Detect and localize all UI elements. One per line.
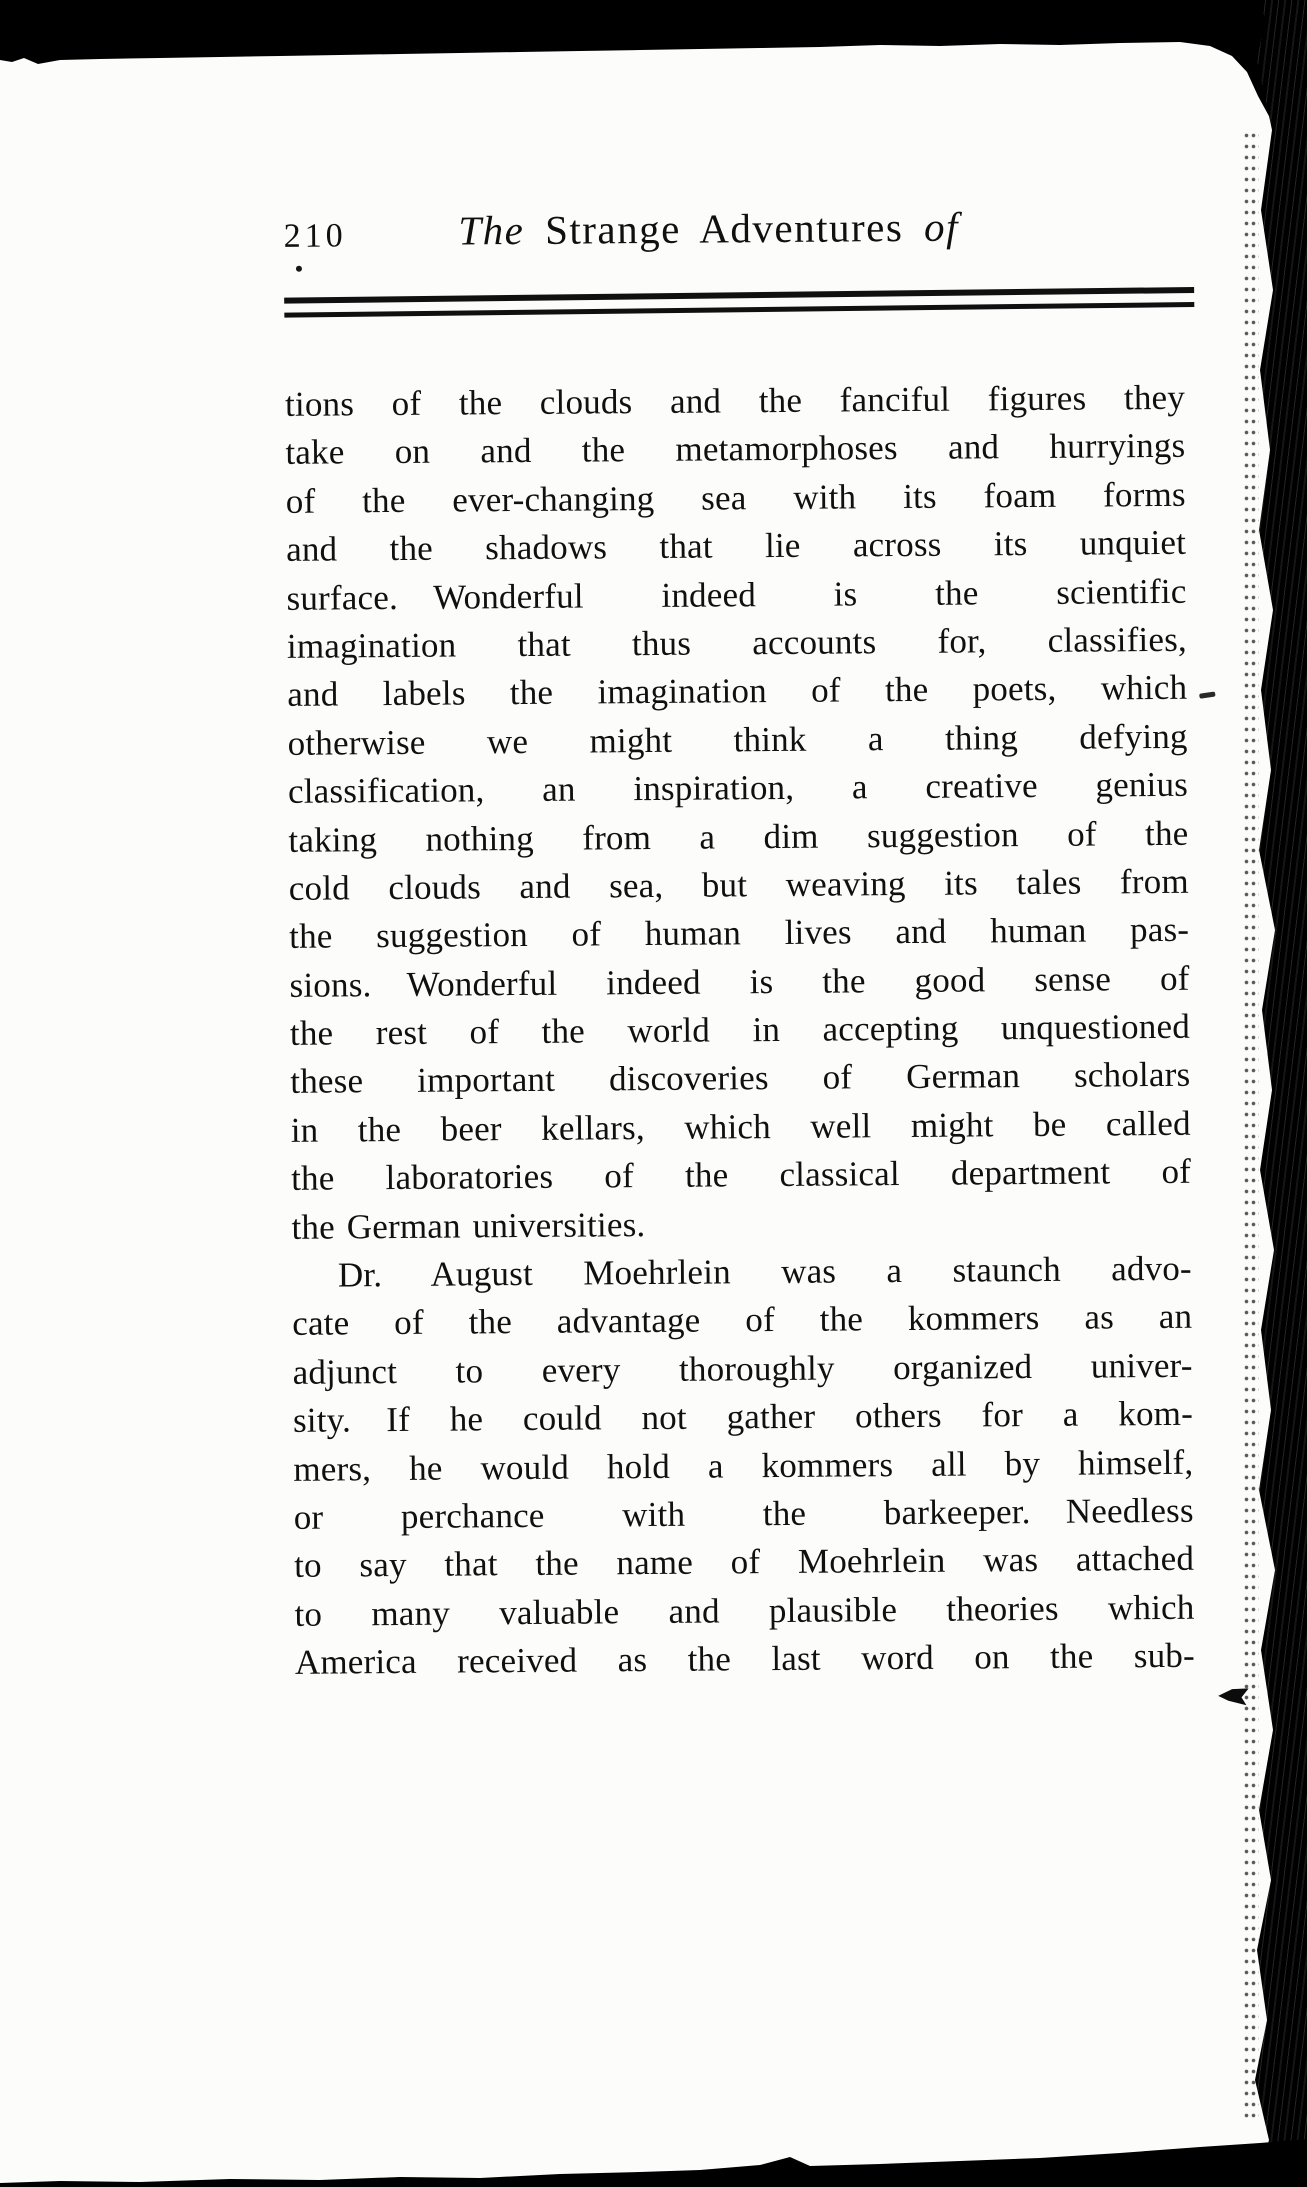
text-line: cate of the advantage of the kommers as an bbox=[292, 1297, 1193, 1344]
text-line: and labels the imagination of the poets, which bbox=[287, 668, 1188, 715]
text-line: or perchance with the barkeeper. Needless bbox=[293, 1490, 1194, 1537]
text-line: classification, an inspiration, a creative genius bbox=[287, 764, 1189, 811]
text-line: take on and the metamorphoses and hurryings bbox=[285, 426, 1186, 473]
text-line: surface. Wonderful indeed is the scientific bbox=[286, 571, 1187, 618]
text-line: adjunct to every thoroughly organized univer- bbox=[292, 1345, 1193, 1392]
text-line: the rest of the world in accepting unquestioned bbox=[289, 1006, 1191, 1053]
text-line: in the beer kellars, which well might be called bbox=[290, 1103, 1191, 1150]
arrow-mark bbox=[1218, 1687, 1249, 1706]
text-line: tions of the clouds and the fanciful figures they bbox=[284, 377, 1186, 424]
text-line: the laboratories of the classical department of bbox=[290, 1152, 1192, 1199]
body-text bbox=[285, 374, 1195, 1688]
text-line: these important discoveries of German scholars bbox=[290, 1055, 1191, 1102]
text-line: cold clouds and sea, but weaving its tales from bbox=[288, 861, 1189, 908]
text-line: the suggestion of human lives and human pas- bbox=[289, 910, 1190, 957]
page-number: 210 bbox=[283, 217, 347, 255]
double-rule bbox=[284, 287, 1194, 318]
text-line: and the shadows that lie across its unquiet bbox=[286, 522, 1187, 570]
title-word-of: of bbox=[923, 203, 960, 250]
page-title bbox=[283, 201, 1188, 256]
text-line: sions. Wonderful indeed is the good sense of bbox=[289, 958, 1190, 1005]
title-word-the: The bbox=[458, 206, 525, 254]
text-line: to many valuable and plausible theories which bbox=[294, 1587, 1195, 1634]
text-line: America received as the last word on the sub- bbox=[294, 1635, 1196, 1682]
text-line: the German universities. bbox=[291, 1204, 646, 1247]
text-line: mers, he would hold a kommers all by himself, bbox=[293, 1442, 1194, 1489]
text-line: of the ever-changing sea with its foam forms bbox=[285, 474, 1186, 521]
text-line: sity. If he could not gather others for a kom- bbox=[292, 1393, 1194, 1441]
text-line: taking nothing from a dim suggestion of the bbox=[288, 813, 1189, 860]
text-line: otherwise we might think a thing defying bbox=[287, 716, 1188, 763]
running-header bbox=[283, 201, 1188, 268]
text-line: imagination that thus accounts for, classifies, bbox=[286, 619, 1188, 666]
title-main: Strange Adventures bbox=[544, 204, 904, 253]
text-line: Dr. August Moehrlein was a staunch advo- bbox=[337, 1248, 1192, 1295]
margin-dash-mark bbox=[1199, 691, 1216, 698]
text-line: to say that the name of Moehrlein was attached bbox=[293, 1539, 1195, 1586]
page-number-dot-mark bbox=[296, 266, 302, 272]
